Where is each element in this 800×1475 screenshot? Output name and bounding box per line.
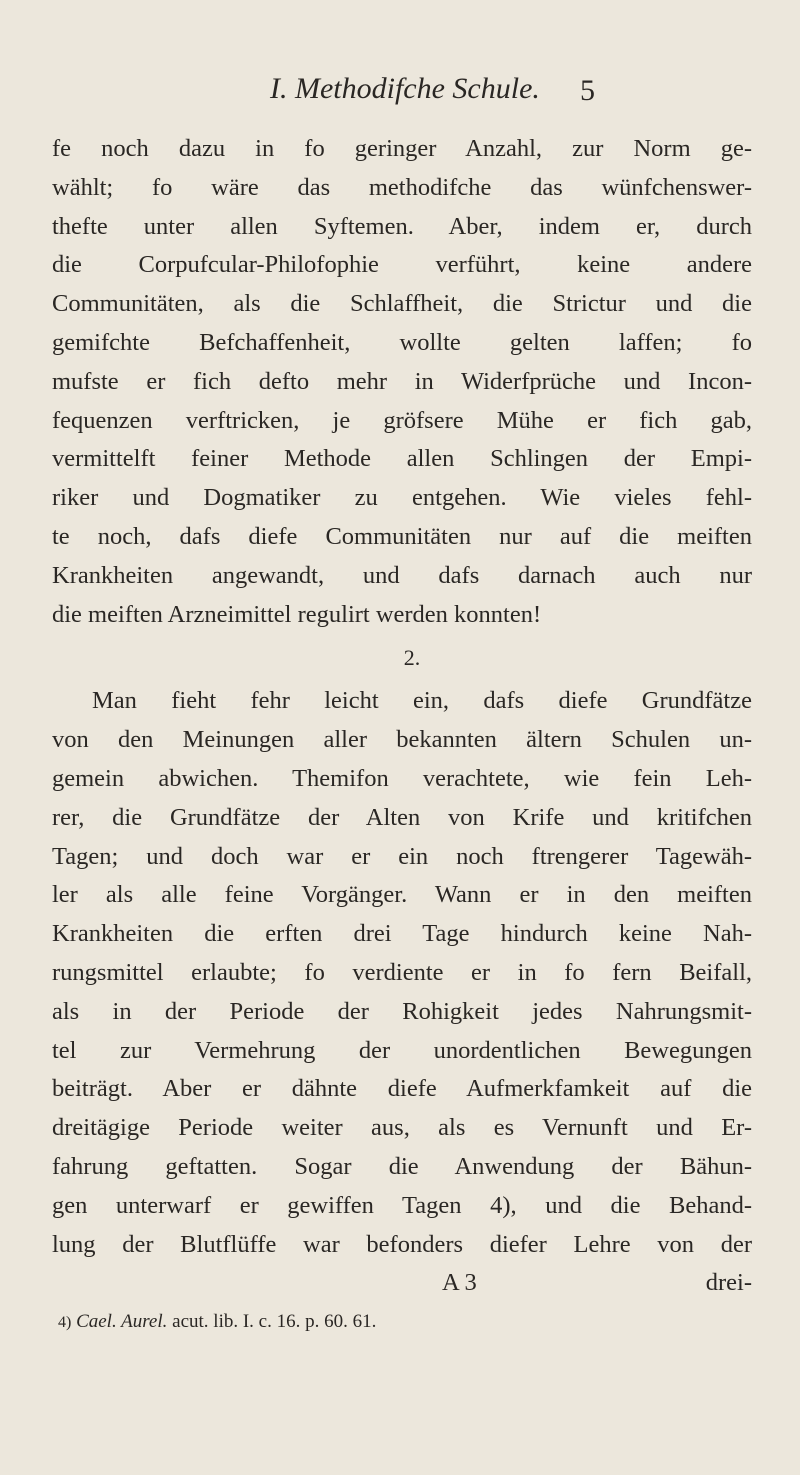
- text-line: Communitäten, als die Schlaffheit, die Strictur und die: [52, 290, 752, 318]
- text-line: die meiften Arzneimittel regulirt werden konnten!: [52, 600, 542, 628]
- text-line: wählt; fo wäre das methodifche das wünfchenswer-: [52, 173, 752, 201]
- text-line: gemein abwichen. Themifon verachtete, wie fein Leh-: [52, 764, 752, 792]
- text-line: beiträgt. Aber er dähnte diefe Aufmerkfamkeit auf die: [52, 1075, 752, 1103]
- body-text: [52, 130, 752, 1336]
- footnote-mark: 4): [58, 1314, 72, 1332]
- text-line: mufste er fich defto mehr in Widerfprüche und Incon-: [52, 367, 752, 395]
- text-line: thefte unter allen Syftemen. Aber, indem er, durch: [52, 212, 752, 240]
- text-line: ler als alle feine Vorgänger. Wann er in den meiften: [52, 881, 752, 909]
- text-line: Krankheiten angewandt, und dafs darnach auch nur: [52, 561, 752, 589]
- text-line: gen unterwarf er gewiffen Tagen 4), und die Behand-: [52, 1191, 752, 1219]
- page-number: 5: [580, 74, 595, 107]
- text-line: als in der Periode der Rohigkeit jedes Nahrungsmit-: [52, 997, 752, 1025]
- text-line: gemifchte Befchaffenheit, wollte gelten laffen; fo: [52, 328, 752, 356]
- text-line: von den Meinungen aller bekannten ältern Schulen un-: [52, 726, 752, 754]
- text-line: fequenzen verftricken, je gröfsere Mühe er fich gab,: [52, 406, 752, 434]
- text-line: te noch, dafs diefe Communitäten nur auf die meiften: [52, 522, 752, 550]
- text-line: Tagen; und doch war er ein noch ftrengerer Tagewäh-: [52, 842, 752, 870]
- signature-row: [52, 1264, 752, 1303]
- text-line: rer, die Grundfätze der Alten von Krife und kritifchen: [52, 803, 752, 831]
- signature-mark: A 3: [442, 1269, 477, 1297]
- text-line: rungsmittel erlaubte; fo verdiente er in fo fern Beifall,: [52, 958, 752, 986]
- footnote: [52, 1309, 752, 1336]
- footnote-author: Cael. Aurel.: [76, 1311, 168, 1333]
- text-line: Man fieht fehr leicht ein, dafs diefe Grundfätze: [92, 687, 752, 715]
- page-header: [0, 72, 800, 112]
- text-line: Krankheiten die erften drei Tage hindurch keine Nah-: [52, 920, 752, 948]
- catchword: drei-: [705, 1269, 752, 1297]
- text-line: lung der Blutflüffe war befonders diefer Lehre von der: [52, 1230, 752, 1258]
- text-line: fahrung geftatten. Sogar die Anwendung der Bähun-: [52, 1152, 752, 1180]
- running-head: I. Methodifche Schule.: [270, 72, 540, 105]
- section-number: 2.: [403, 645, 421, 671]
- paragraph-2: [52, 682, 752, 1264]
- text-line: tel zur Vermehrung der unordentlichen Bewegungen: [52, 1036, 752, 1064]
- text-line: die Corpufcular-Philofophie verführt, keine andere: [52, 251, 752, 279]
- paragraph-1: [52, 130, 752, 634]
- text-line: dreitägige Periode weiter aus, als es Vernunft und Er-: [52, 1114, 752, 1142]
- footnote-reference: acut. lib. I. c. 16. p. 60. 61.: [172, 1311, 377, 1333]
- text-line: vermittelft feiner Methode allen Schlingen der Empi-: [52, 445, 752, 473]
- text-line: riker und Dogmatiker zu entgehen. Wie vieles fehl-: [52, 484, 752, 512]
- text-line: fe noch dazu in fo geringer Anzahl, zur Norm ge-: [52, 135, 752, 162]
